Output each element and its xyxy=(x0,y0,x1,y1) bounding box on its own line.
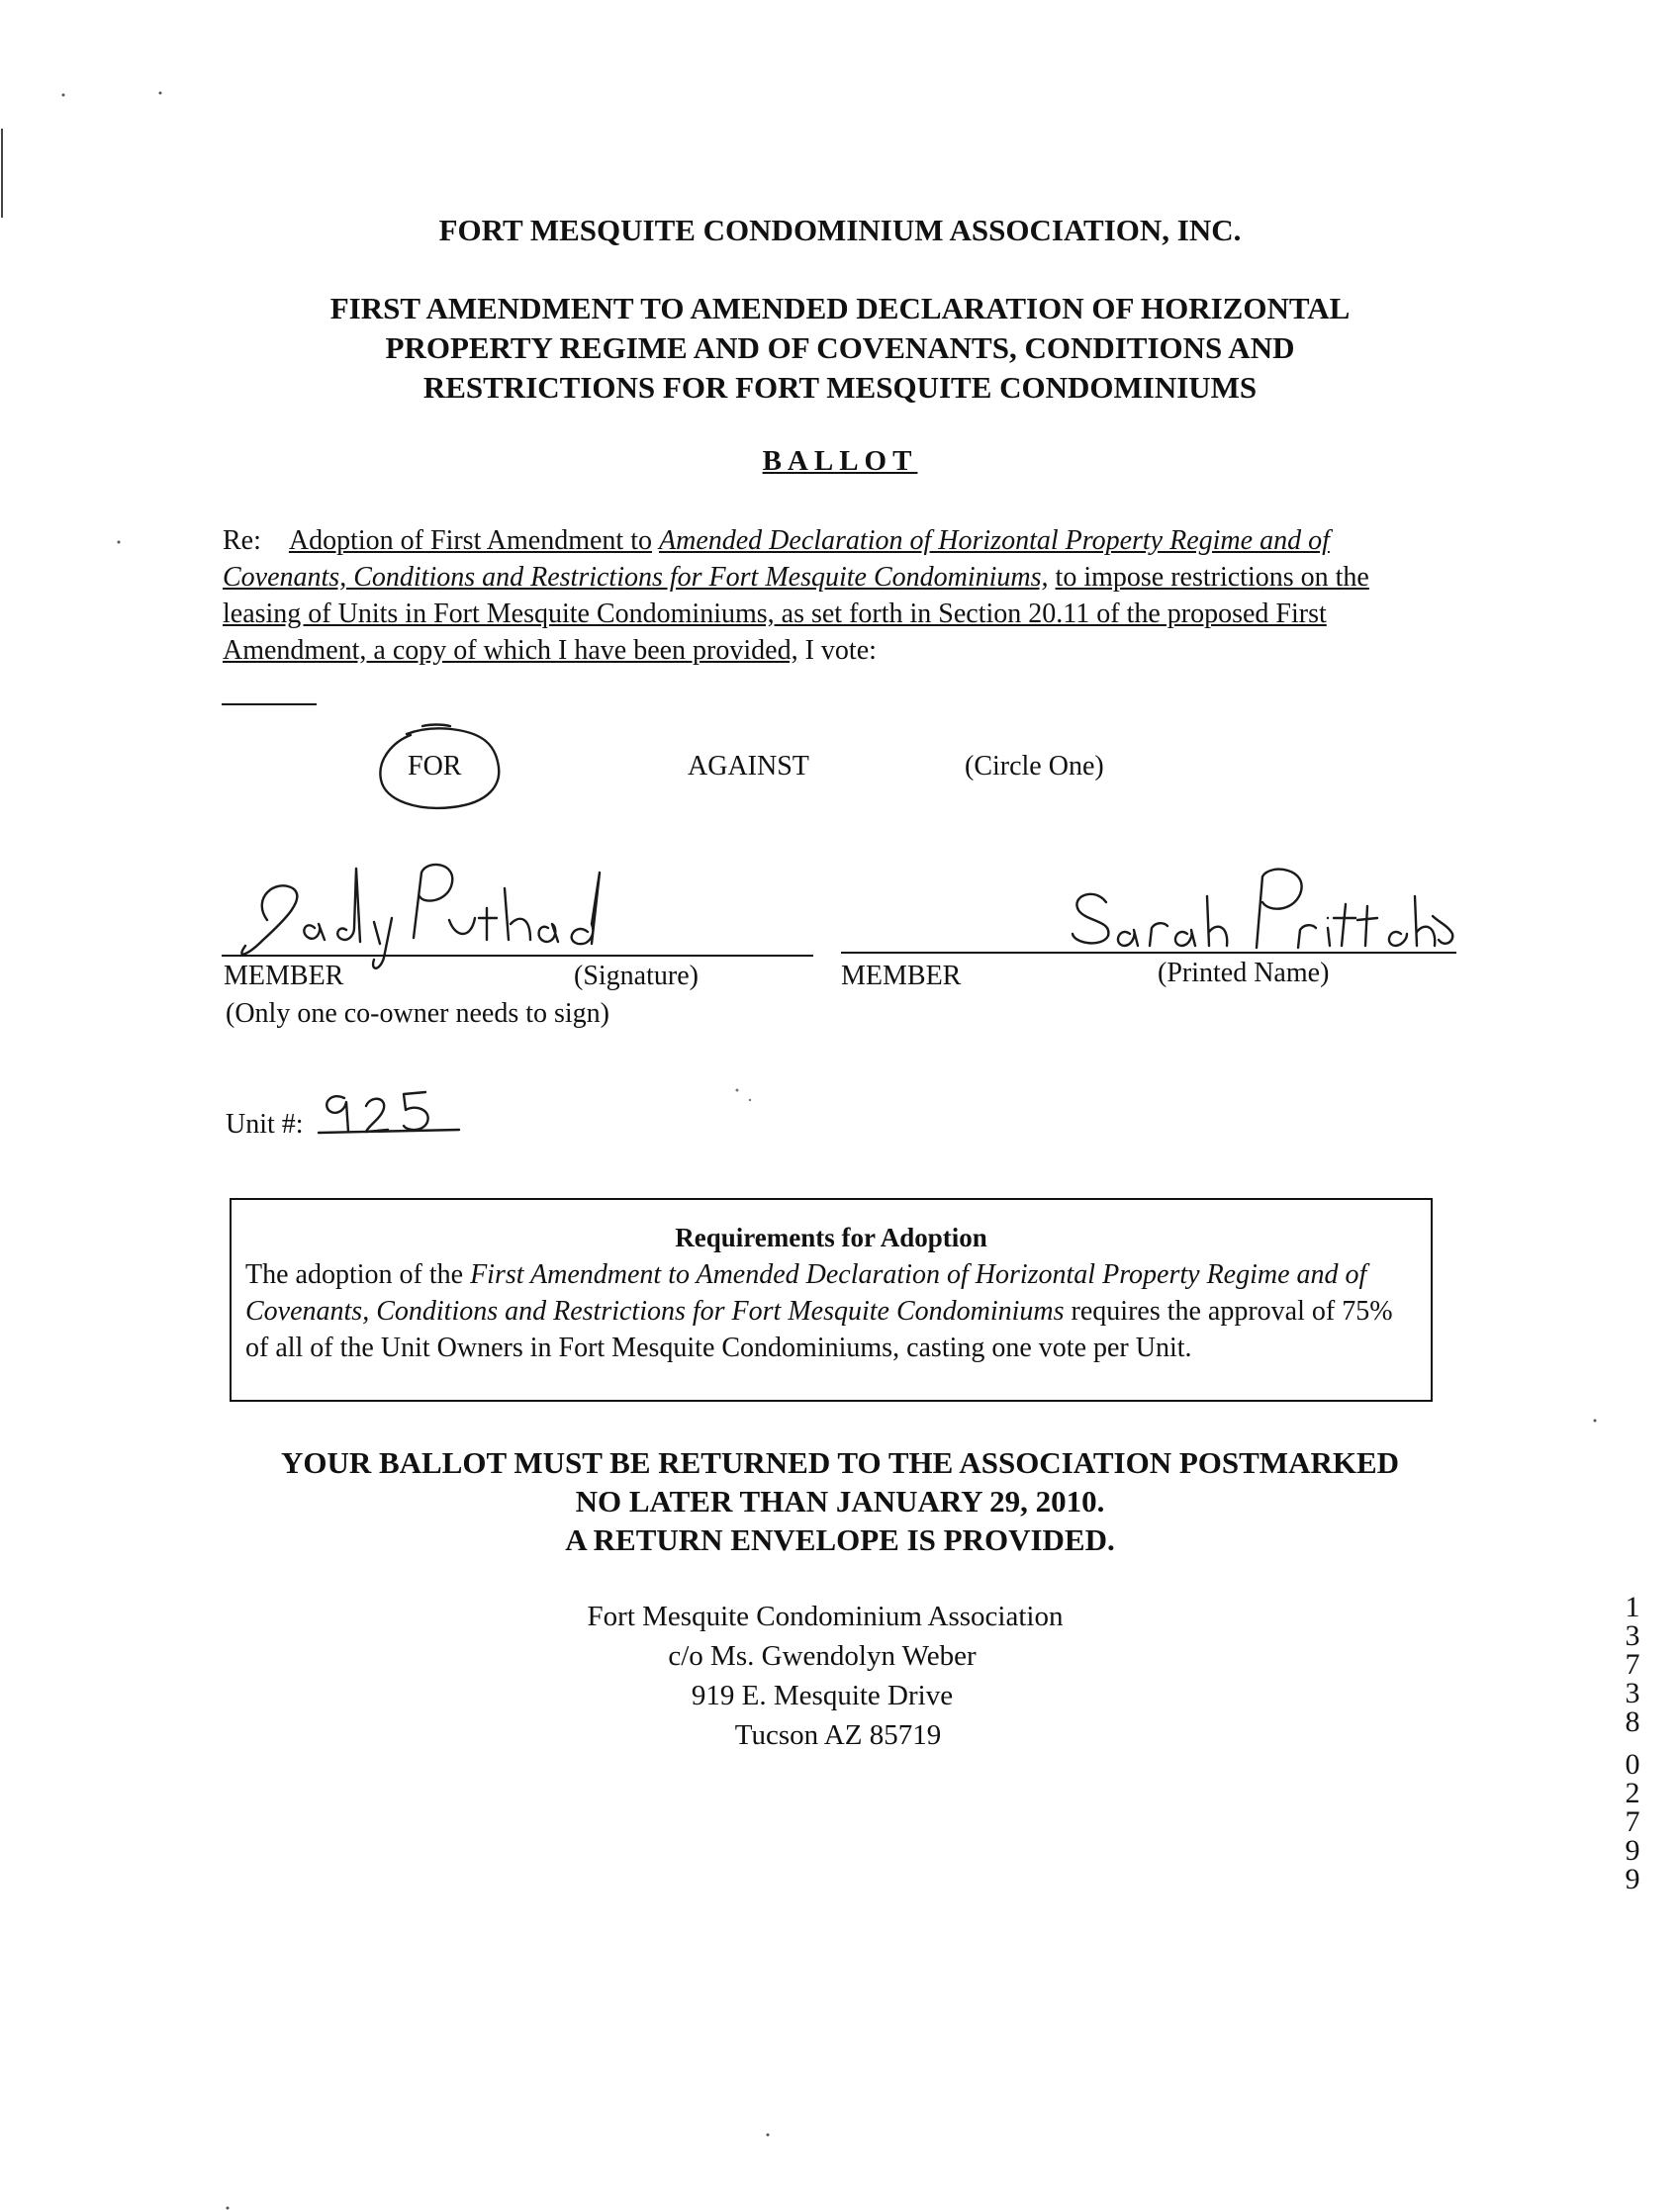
vote-option-for[interactable]: FOR xyxy=(408,751,462,782)
deadline-line: YOUR BALLOT MUST BE RETURNED TO THE ASSOCIATION POSTMARKED xyxy=(280,1445,1400,1480)
batch-digit: 9 xyxy=(1625,1834,1640,1867)
address-line: 919 E. Mesquite Drive xyxy=(691,1680,954,1711)
batch-digit: 9 xyxy=(1625,1863,1640,1895)
batch-digit: 8 xyxy=(1625,1705,1640,1738)
unit-label: Unit #: xyxy=(226,1109,304,1140)
re-prefix: Re: xyxy=(223,525,261,556)
batch-digit: 3 xyxy=(1625,1677,1640,1709)
requirements-document-title: First Amendment to Amended Declaration of Horizontal Property Regime and of Covenants, Conditions and Restrictions for Fort Mesquite Condominiums xyxy=(245,1259,1367,1327)
batch-digit: 1 xyxy=(1625,1591,1640,1623)
vote-option-against[interactable]: AGAINST xyxy=(688,751,809,782)
association-title: FORT MESQUITE CONDOMINIUM ASSOCIATION, INC. xyxy=(438,213,1242,247)
requirements-title: Requirements for Adoption xyxy=(675,1223,987,1252)
address-line: c/o Ms. Gwendolyn Weber xyxy=(668,1640,977,1672)
requirements-text-end: requires the approval of 75% of all of the Unit Owners in Fort Mesquite Condominiums, casting one vote per Unit. xyxy=(245,1296,1393,1363)
amendment-title-line: RESTRICTIONS FOR FORT MESQUITE CONDOMINIUMS xyxy=(422,370,1258,405)
re-vote-label: I vote: xyxy=(804,635,877,666)
re-document-title: Amended Declaration of Horizontal Property Regime and of Covenants, Conditions and Restrictions for Fort Mesquite Condominiums, xyxy=(223,525,1330,593)
batch-digit: 7 xyxy=(1625,1648,1640,1681)
address-line: Tucson AZ 85719 xyxy=(734,1719,942,1751)
re-text: Adoption of First Amendment to xyxy=(288,525,652,556)
batch-digit: 2 xyxy=(1625,1777,1640,1809)
member-label: MEMBER xyxy=(224,961,344,991)
co-owner-note: (Only one co-owner needs to sign) xyxy=(226,998,610,1029)
batch-digit: 0 xyxy=(1625,1748,1640,1781)
amendment-title-line: PROPERTY REGIME AND OF COVENANTS, CONDITIONS AND xyxy=(385,330,1295,365)
circle-one-instruction: (Circle One) xyxy=(965,751,1104,782)
address-line: Fort Mesquite Condominium Association xyxy=(587,1601,1064,1632)
printed-name-label: (Printed Name) xyxy=(1158,958,1330,988)
requirements-text: The adoption of the xyxy=(245,1259,464,1290)
batch-digit: 3 xyxy=(1625,1619,1640,1652)
signature-label: (Signature) xyxy=(574,961,699,991)
re-purpose: to impose restrictions on the leasing of Units in Fort Mesquite Condominiums, as set forth in Section 20.11 of the proposed First Amendment, a copy of which I have been provided, xyxy=(223,562,1369,666)
amendment-title-line: FIRST AMENDMENT TO AMENDED DECLARATION OF HORIZONTAL xyxy=(329,291,1351,325)
ballot-heading: BALLOT xyxy=(762,445,918,477)
deadline-line: NO LATER THAN JANUARY 29, 2010. xyxy=(575,1484,1105,1519)
deadline-line: A RETURN ENVELOPE IS PROVIDED. xyxy=(565,1522,1115,1557)
batch-digit: 7 xyxy=(1625,1805,1640,1838)
printed-member-label: MEMBER xyxy=(841,961,962,991)
